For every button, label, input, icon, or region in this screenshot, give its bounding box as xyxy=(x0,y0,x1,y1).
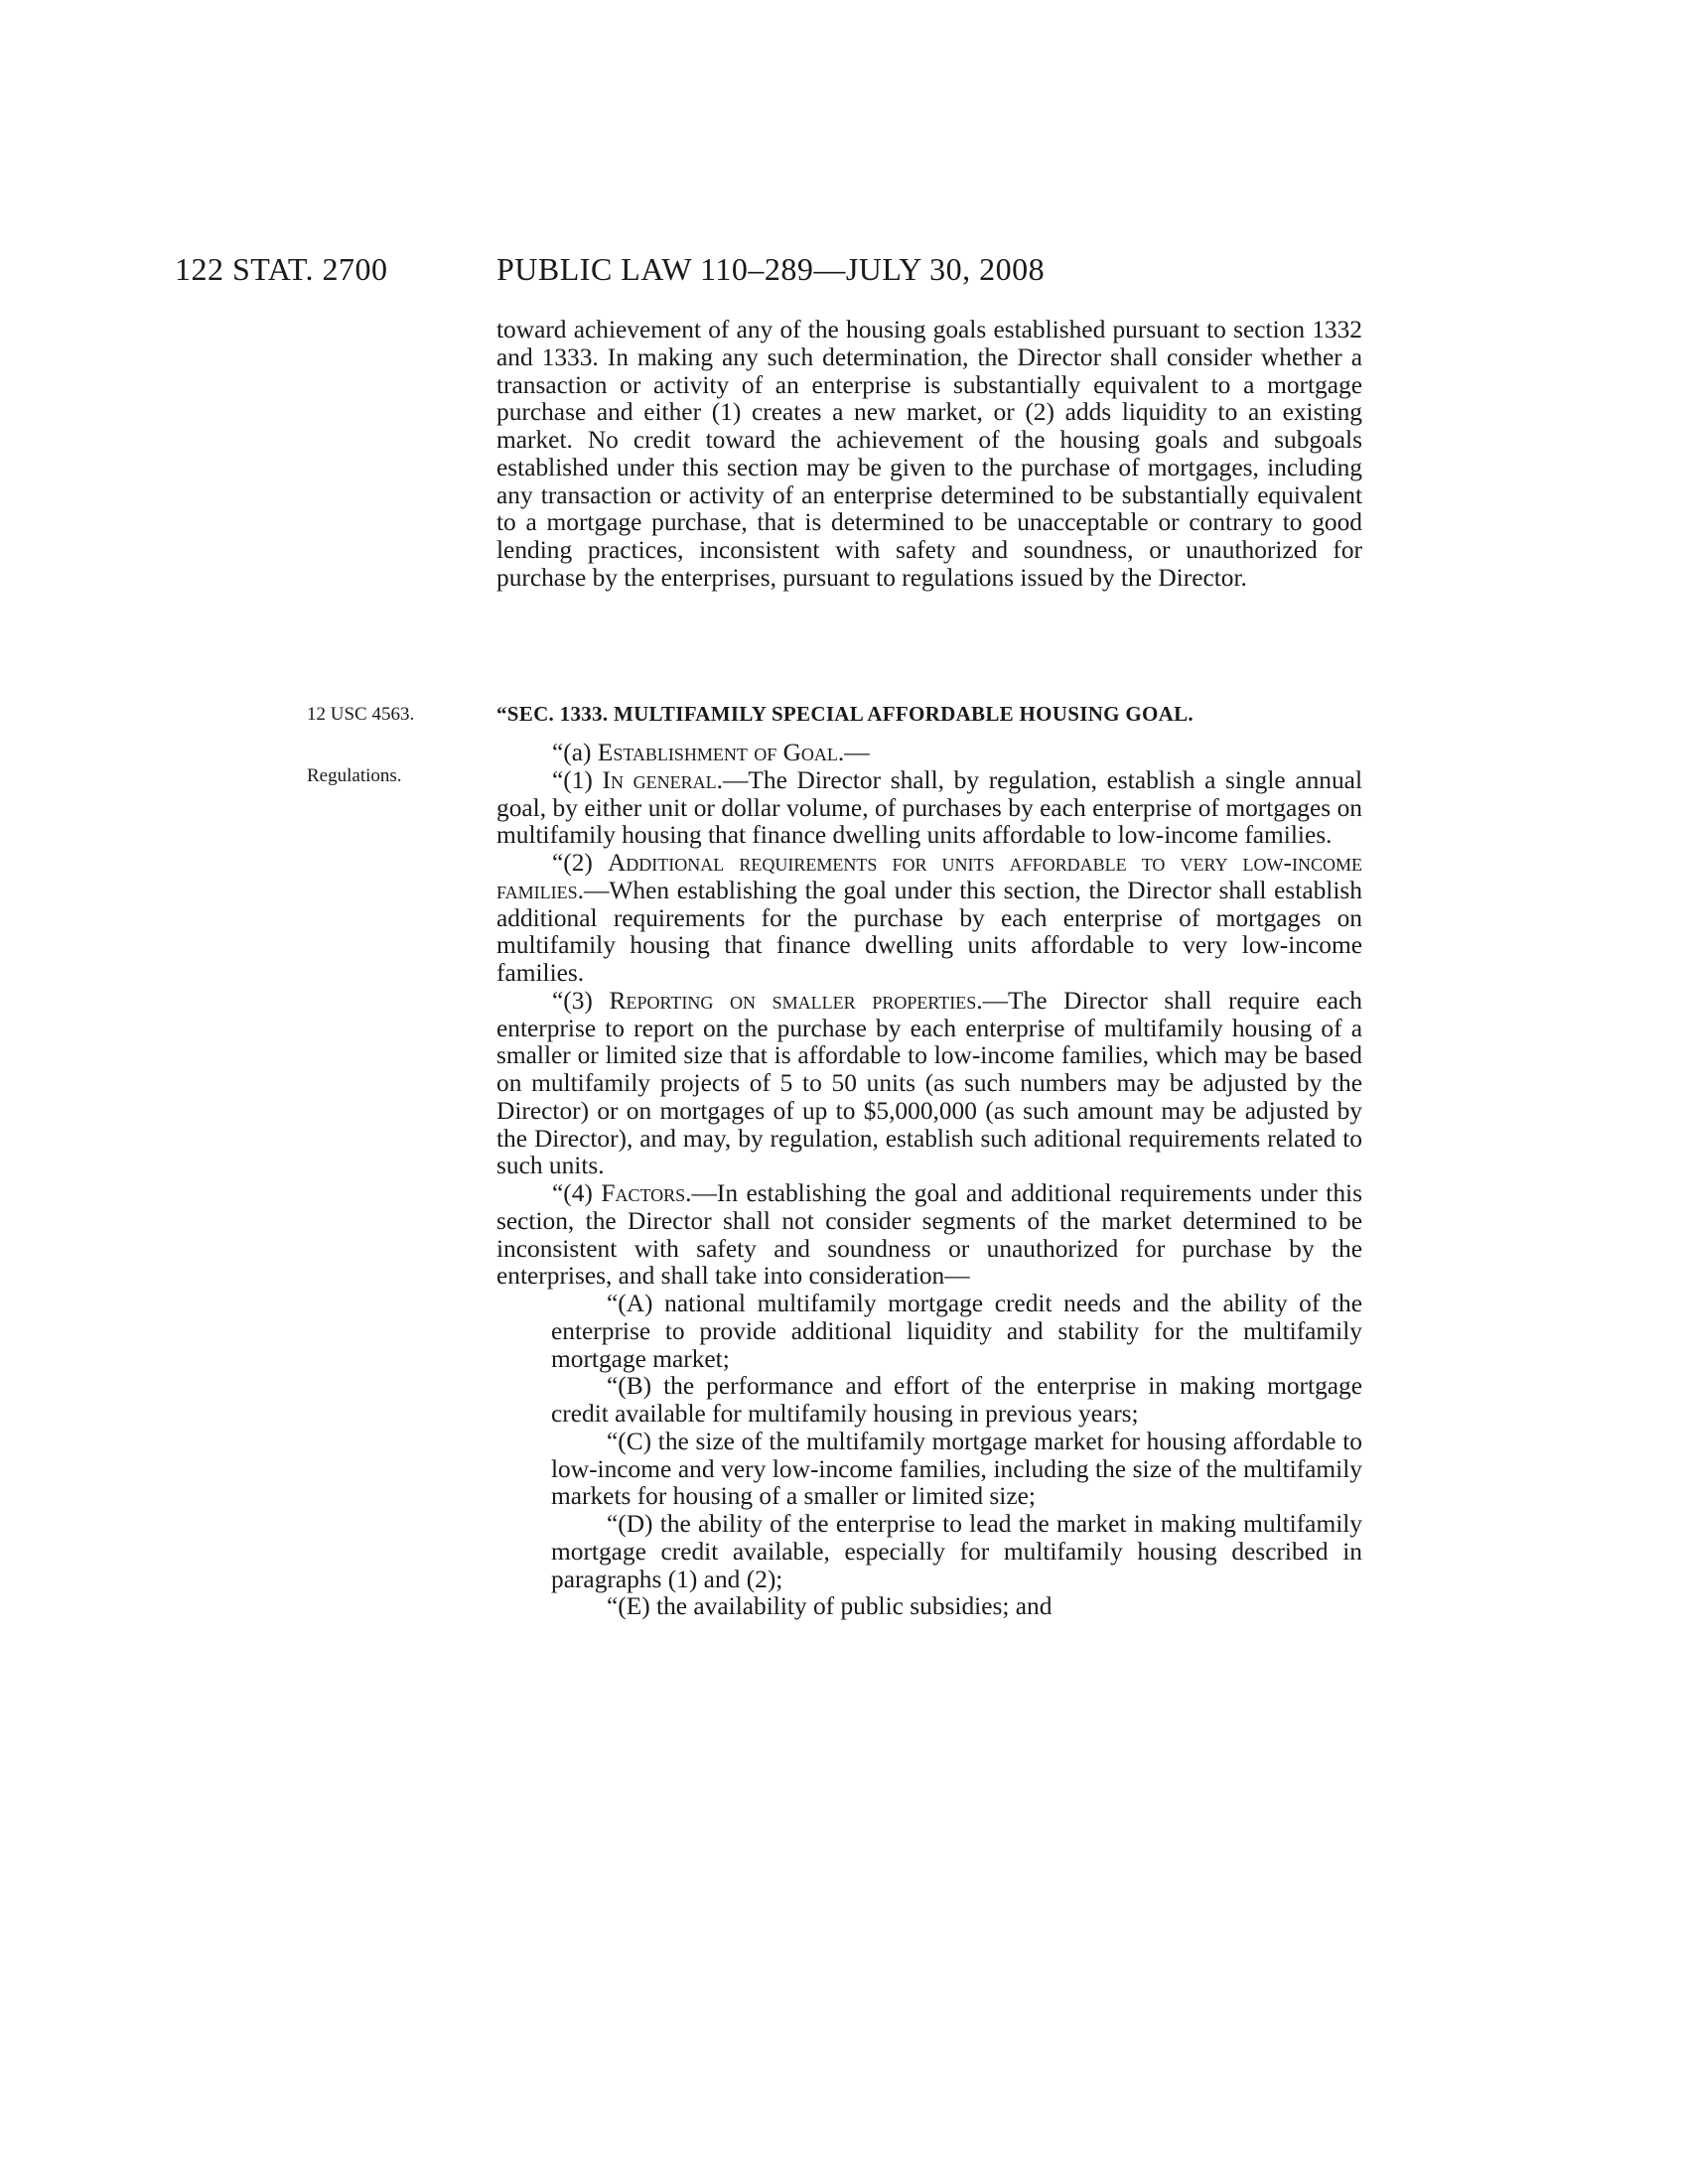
factor-e: “(E) the availability of public subsidies; and xyxy=(607,1592,1053,1621)
paragraph-number: “(2) xyxy=(552,849,608,877)
paragraph-heading: Additional requirements for units affordable to very low-income families. xyxy=(496,849,1362,904)
intro-paragraph-block xyxy=(496,317,1362,593)
running-title: PUBLIC LAW 110–289—JULY 30, 2008 xyxy=(496,251,1046,287)
statute-page-number: 122 STAT. 2700 xyxy=(175,251,388,287)
factor-b: “(B) the performance and effort of the enterprise in making mortgage credit available for multifamily housing in previous years; xyxy=(551,1372,1362,1428)
intro-paragraph: toward achievement of any of the housing goals established pursuant to section 1332 and 1333. In making any such determination, the Director shall consider whether a transaction or activity of an enterprise is substantially equivalent to a mortgage purchase and either (1) creates a new market, or (2) adds liquidity to an existing market. No credit toward the achievement of the housing goals and subgoals established under this section may be given to the purchase of mortgages, including any transaction or activity of an enterprise determined to be substantially equivalent to a mortgage purchase, that is determined to be unacceptable or contrary to good lending practices, inconsistent with safety and soundness, or unauthorized for purchase by the enterprises, pursuant to regulations issued by the Director. xyxy=(496,316,1362,592)
margin-note-usc: 12 USC 4563. xyxy=(307,704,415,725)
section-heading: “SEC. 1333. MULTIFAMILY SPECIAL AFFORDABLE HOUSING GOAL. xyxy=(496,702,1194,726)
paragraph-number: “(1) xyxy=(552,765,603,794)
factor-d: “(D) the ability of the enterprise to lead the market in making multifamily mortgage credit available, especially for multifamily housing described in paragraphs (1) and (2); xyxy=(551,1510,1362,1593)
paragraph-heading: Factors. xyxy=(601,1179,692,1207)
paragraph-text: —The Director shall require each enterprise to report on the purchase by each enterprise of multifamily housing of a smaller or limited size that is affordable to low-income families, which may be based on multifamily projects of 5 to 50 units (as such numbers may be adjusted by the Director) or on mortgages of up to $5,000,000 (as such amount may be adjusted by the Director), and may, by regulation, establish such aditional requirements related to such units. xyxy=(496,986,1362,1180)
paragraph-2 xyxy=(496,850,1362,988)
paragraph-4 xyxy=(496,1180,1362,1291)
subsection-a-heading xyxy=(496,740,1362,767)
paragraph-text: —The Director shall, by regulation, establish a single annual goal, by either unit or dollar volume, of purchases by each enterprise of mortgages on multifamily housing that finance dwelling units affordable to low-income families. xyxy=(496,765,1363,850)
paragraph-text: —When establishing the goal under this section, the Director shall establish additional requirements for the purchase by each enterprise of mortgages on multifamily housing that finance dwelling units affordable to very low-income families. xyxy=(496,876,1362,987)
factor-a: “(A) national multifamily mortgage credit needs and the ability of the enterprise to provide additional liquidity and stability for the multifamily mortgage market; xyxy=(551,1290,1362,1373)
paragraph-number: “(4) xyxy=(552,1179,602,1207)
paragraph-heading: Reporting on smaller properties. xyxy=(609,986,983,1015)
subsection-a-title: Establishment of Goal.— xyxy=(597,739,870,766)
factor-c: “(C) the size of the multifamily mortgage market for housing affordable to low-income and very low-income families, including the size of the multifamily markets for housing of a smaller or limited size; xyxy=(551,1427,1362,1511)
margin-note-regulations: Regulations. xyxy=(307,765,402,786)
paragraph-3 xyxy=(496,988,1362,1180)
paragraph-heading: In general. xyxy=(602,765,723,794)
paragraph-number: “(3) xyxy=(552,986,610,1015)
paragraph-1 xyxy=(496,767,1362,850)
section-body xyxy=(496,740,1362,1621)
paragraph-text: —In establishing the goal and additional requirements under this section, the Director shall not consider segments of the market determined to be inconsistent with safety and soundness or unauthorized for purchase by the enterprises, and shall take into consideration— xyxy=(496,1179,1362,1291)
subsection-a-label: “(a) xyxy=(552,739,598,766)
